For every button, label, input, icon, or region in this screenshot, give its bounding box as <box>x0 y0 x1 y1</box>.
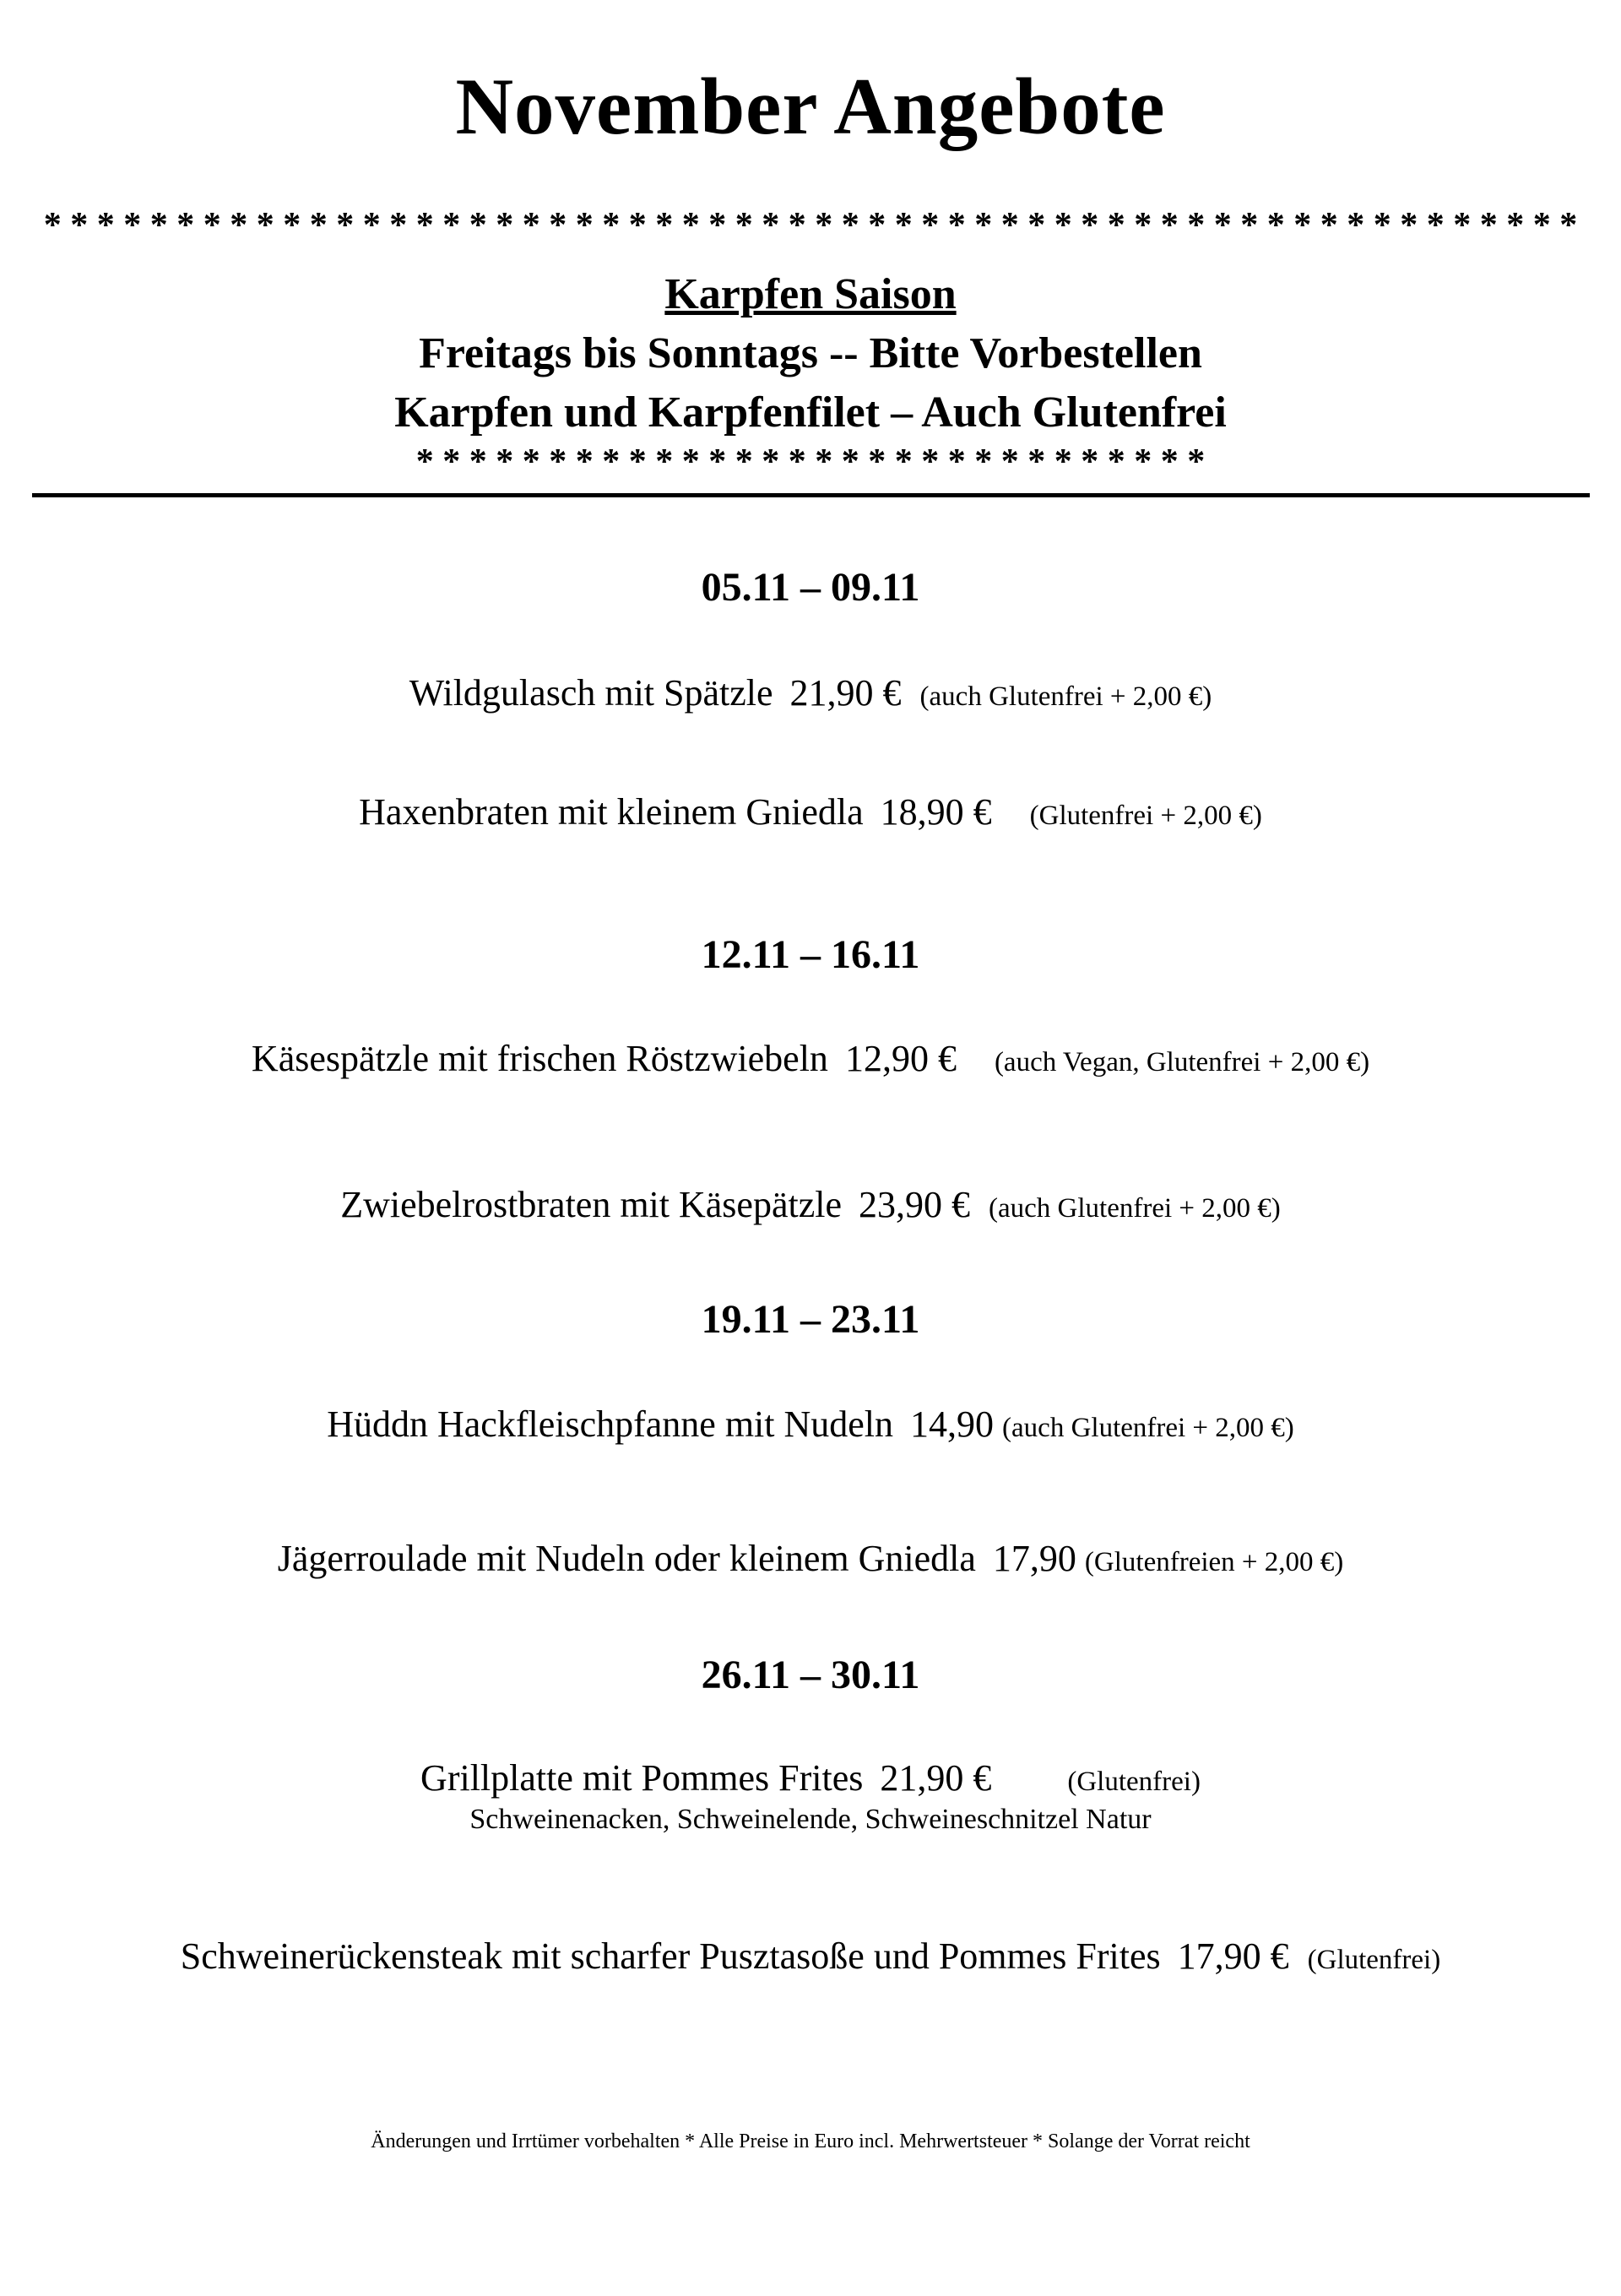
item-note: (Glutenfrei) <box>1307 1945 1441 1976</box>
menu-section-week4 <box>0 1651 1621 1979</box>
item-note: (Glutenfreien + 2,00 €) <box>1084 1547 1344 1578</box>
item-note: (auch Glutenfrei + 2,00 €) <box>1002 1413 1294 1444</box>
item-name: Hüddn Hackfleischpfanne mit Nudeln <box>327 1403 894 1446</box>
season-title: Karpfen Saison <box>664 269 957 318</box>
item-name: Zwiebelrostbraten mit Käsepätzle <box>340 1183 842 1225</box>
menu-section-week2 <box>0 931 1621 1227</box>
item-price: 17,90 € <box>1177 1935 1289 1978</box>
item-note: (auch Glutenfrei + 2,00 €) <box>989 1192 1281 1224</box>
item-name: Haxenbraten mit kleinem Gniedla <box>359 790 864 833</box>
item-note: (Glutenfrei) <box>1067 1767 1201 1798</box>
section-date-heading: 19.11 – 23.11 <box>701 1296 920 1342</box>
menu-item <box>0 1935 1621 1979</box>
item-price: 21,90 € <box>880 1757 992 1799</box>
item-subtitle: Schweinenacken, Schweinelende, Schweineschnitzel Natur <box>469 1804 1152 1836</box>
item-name: Wildgulasch mit Spätzle <box>409 671 773 714</box>
item-name: Käsespätzle mit frischen Röstzwiebeln <box>251 1038 828 1080</box>
item-price: 14,90 <box>910 1403 995 1446</box>
item-price: 23,90 € <box>859 1183 970 1225</box>
item-name: Jägerroulade mit Nudeln oder kleinem Gniedla <box>277 1538 976 1580</box>
item-price: 21,90 € <box>789 671 902 714</box>
menu-section-week1 <box>0 563 1621 834</box>
section-date-heading: 05.11 – 09.11 <box>701 565 920 611</box>
item-note: (Glutenfrei + 2,00 €) <box>1029 800 1262 831</box>
stars-divider-inner: * * * * * * * * * * * * * * * * * * * * * * * * * * * * * * <box>415 442 1206 482</box>
item-note: (auch Glutenfrei + 2,00 €) <box>919 681 1212 712</box>
item-price: 18,90 € <box>880 790 992 833</box>
season-header <box>0 265 1621 443</box>
item-name: Schweinerückensteak mit scharfer Pusztasoße und Pommes Frites <box>180 1935 1161 1978</box>
item-name: Grillplatte mit Pommes Frites <box>420 1757 864 1799</box>
menu-item <box>0 1183 1621 1228</box>
item-price: 12,90 € <box>844 1038 957 1080</box>
preorder-note: Freitags bis Sonntags -- Bitte Vorbestellen <box>419 328 1202 377</box>
stars-divider-top: * * * * * * * * * * * * * * * * * * * * * * * * * * * * * * * * * * * * * * * * * * * * * * * * * * * * * * * * * * <box>43 206 1578 246</box>
menu-item <box>0 1537 1621 1582</box>
section-date-heading: 26.11 – 30.11 <box>701 1652 920 1697</box>
menu-item <box>0 671 1621 716</box>
footer-note: Änderungen und Irrtümer vorbehalten * Alle Preise in Euro incl. Mehrwertsteuer * Solange der Vorrat reicht <box>371 2130 1250 2152</box>
section-date-heading: 12.11 – 16.11 <box>701 932 920 978</box>
menu-item <box>0 1037 1621 1082</box>
section-divider-line <box>32 493 1590 497</box>
item-note: (auch Vegan, Glutenfrei + 2,00 €) <box>994 1047 1370 1078</box>
item-price: 17,90 <box>992 1538 1076 1580</box>
menu-item <box>0 1403 1621 1447</box>
glutenfree-note: Karpfen und Karpfenfilet – Auch Glutenfrei <box>394 388 1227 437</box>
page-title: November Angebote <box>455 62 1166 151</box>
menu-item <box>0 1756 1621 1801</box>
menu-item <box>0 790 1621 835</box>
menu-section-week3 <box>0 1295 1621 1582</box>
